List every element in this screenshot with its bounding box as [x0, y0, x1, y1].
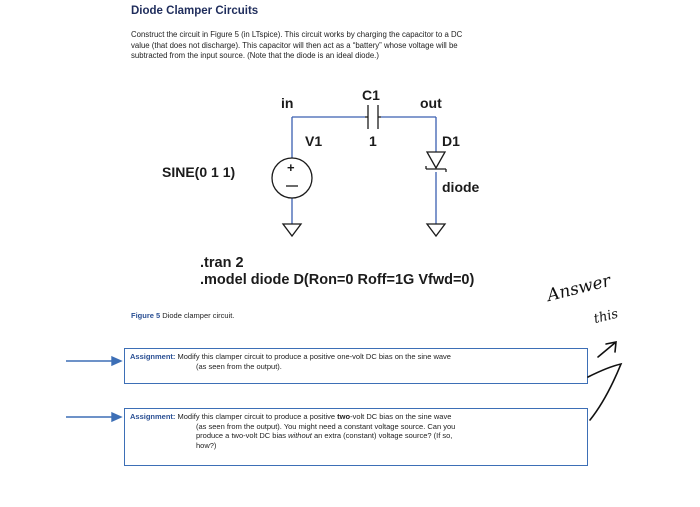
assignment-emphasis: without	[288, 431, 312, 441]
assignment-box-1	[124, 348, 588, 384]
assignment-box-2	[124, 408, 588, 466]
assignment-tag: Assignment:	[130, 412, 176, 421]
diode-symbol	[426, 152, 446, 172]
spice-tran-line: .tran 2	[200, 255, 244, 271]
label-d1: D1	[442, 133, 460, 149]
figure-number: Figure 5	[131, 311, 161, 320]
assignment-text: produce a two-volt DC bias	[196, 431, 289, 441]
intro-line: subtracted from the input source. (Note that the diode is an ideal diode.)	[131, 51, 379, 60]
assignment-text: -volt DC bias on the sine wave	[350, 412, 452, 421]
label-diode-model: diode	[442, 179, 480, 195]
handwritten-answer: Answer	[545, 270, 613, 306]
label-in: in	[281, 95, 294, 111]
assignment-emphasis: two	[337, 412, 351, 421]
ground-symbol-left	[283, 224, 301, 236]
label-source-value: SINE(0 1 1)	[162, 164, 236, 180]
assignment-text: Modify this clamper circuit to produce a positive	[177, 412, 338, 421]
figure-caption	[131, 311, 234, 320]
assignment-text: (as seen from the output).	[196, 361, 282, 371]
spice-model-line: .model diode D(Ron=0 Roff=1G Vfwd=0)	[200, 272, 475, 288]
label-c1: C1	[362, 87, 380, 103]
ground-symbol-right	[427, 224, 445, 236]
assignment-text: an extra (constant) voltage source? (If so,	[311, 431, 453, 441]
spice-directives	[200, 255, 474, 289]
source-plus-sign: +	[287, 160, 295, 175]
label-c1-value: 1	[369, 133, 377, 149]
figure-caption-text: Diode clamper circuit.	[162, 311, 235, 320]
handwritten-this: this	[592, 306, 620, 327]
assignment-text: how?)	[196, 440, 217, 450]
assignment-text: (as seen from the output). You might need a constant voltage source. Can you	[196, 421, 456, 431]
assignment-tag: Assignment:	[130, 352, 176, 361]
intro-line: Construct the circuit in Figure 5 (in LTspice). This circuit works by charging the capacitor to a DC	[131, 30, 463, 39]
page-title: Diode Clamper Circuits	[131, 5, 259, 17]
assignment-text: Modify this clamper circuit to produce a positive one-volt DC bias on the sine wave	[177, 352, 451, 361]
label-v1: V1	[305, 133, 323, 149]
label-out: out	[420, 95, 442, 111]
intro-line: value (that does not discharge). This capacitor will then act as a “battery” whose voltage will be	[131, 40, 458, 50]
